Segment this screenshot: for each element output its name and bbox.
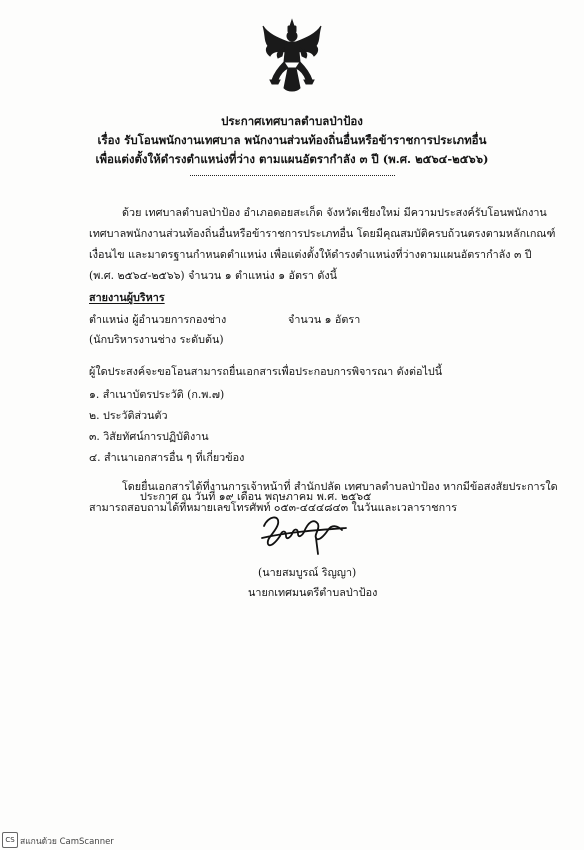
body-paragraph-line: เงื่อนไข และมาตรฐานกำหนดตำแหน่ง เพื่อแต่งตั้งให้ดำรงตำแหน่งที่ว่างตามแผนอัตรากำลัง ๓ ปี — [89, 248, 532, 261]
garuda-emblem-icon — [260, 18, 324, 96]
contact-paragraph-line: โดยยื่นเอกสารได้ที่งานการเจ้าหน้าที่ สำนักปลัด เทศบาลตำบลป่าป้อง หากมีข้อสงสัยประการใด — [122, 480, 558, 493]
announcement-subject-cont: เพื่อแต่งตั้งให้ดำรงตำแหน่งที่ว่าง ตามแผนอัตรากำลัง ๓ ปี (พ.ศ. ๒๕๖๔-๒๕๖๖) — [95, 152, 489, 166]
document-item: ๓. วิสัยทัศน์การปฏิบัติงาน — [89, 430, 209, 443]
document-item: ๑. สำเนาบัตรประวัติ (ก.พ.๗) — [89, 388, 225, 401]
document-item: ๔. สำเนาเอกสารอื่น ๆ ที่เกี่ยวข้อง — [89, 451, 245, 464]
contact-paragraph-line: สามารถสอบถามได้ที่หมายเลขโทรศัพท์ ๐๕๓-๔๔๔๘๔๓ ในวันและเวลาราชการ — [89, 501, 458, 514]
scanner-watermark: สแกนด้วย CamScanner — [20, 837, 114, 847]
section-heading: สายงานผู้บริหาร — [89, 291, 165, 304]
document-item: ๒. ประวัติส่วนตัว — [89, 409, 168, 422]
announcement-title: ประกาศเทศบาลตำบลป่าป้อง — [221, 114, 363, 128]
body-paragraph-line: ด้วย เทศบาลตำบลป่าป้อง อำเภอดอยสะเก็ด จังหวัดเชียงใหม่ มีความประสงค์รับโอนพนักงาน — [122, 206, 547, 219]
handwritten-signature — [258, 508, 348, 556]
body-paragraph-line: (พ.ศ. ๒๕๖๔-๒๕๖๖) จำนวน ๑ ตำแหน่ง ๑ อัตรา ดังนี้ — [89, 269, 337, 282]
signatory-title: นายกเทศมนตรีตำบลป่าป้อง — [248, 586, 378, 599]
position-type: (นักบริหารงานช่าง ระดับต้น) — [89, 333, 224, 346]
title-divider — [190, 175, 395, 176]
position-label: ตำแหน่ง ผู้อำนวยการกองช่าง — [89, 313, 227, 326]
position-count: จำนวน ๑ อัตรา — [288, 313, 361, 326]
camscanner-icon: CS — [2, 832, 18, 848]
announcement-subject: เรื่อง รับโอนพนักงานเทศบาล พนักงานส่วนท้องถิ่นอื่นหรือข้าราชการประเภทอื่น — [97, 133, 487, 147]
announcement-date: ประกาศ ณ วันที่ ๑๙ เดือน พฤษภาคม พ.ศ. ๒๕๖๕ — [140, 490, 372, 503]
body-paragraph-line: เทศบาลพนักงานส่วนท้องถิ่นอื่นหรือข้าราชการประเภทอื่น โดยมีคุณสมบัติครบถ้วนตรงตามหลักเกณฑ์ — [89, 227, 556, 240]
signatory-name: (นายสมบูรณ์ ริญญา) — [258, 566, 357, 579]
documents-intro: ผู้ใดประสงค์จะขอโอนสามารถยื่นเอกสารเพื่อประกอบการพิจารณา ดังต่อไปนี้ — [89, 365, 443, 378]
